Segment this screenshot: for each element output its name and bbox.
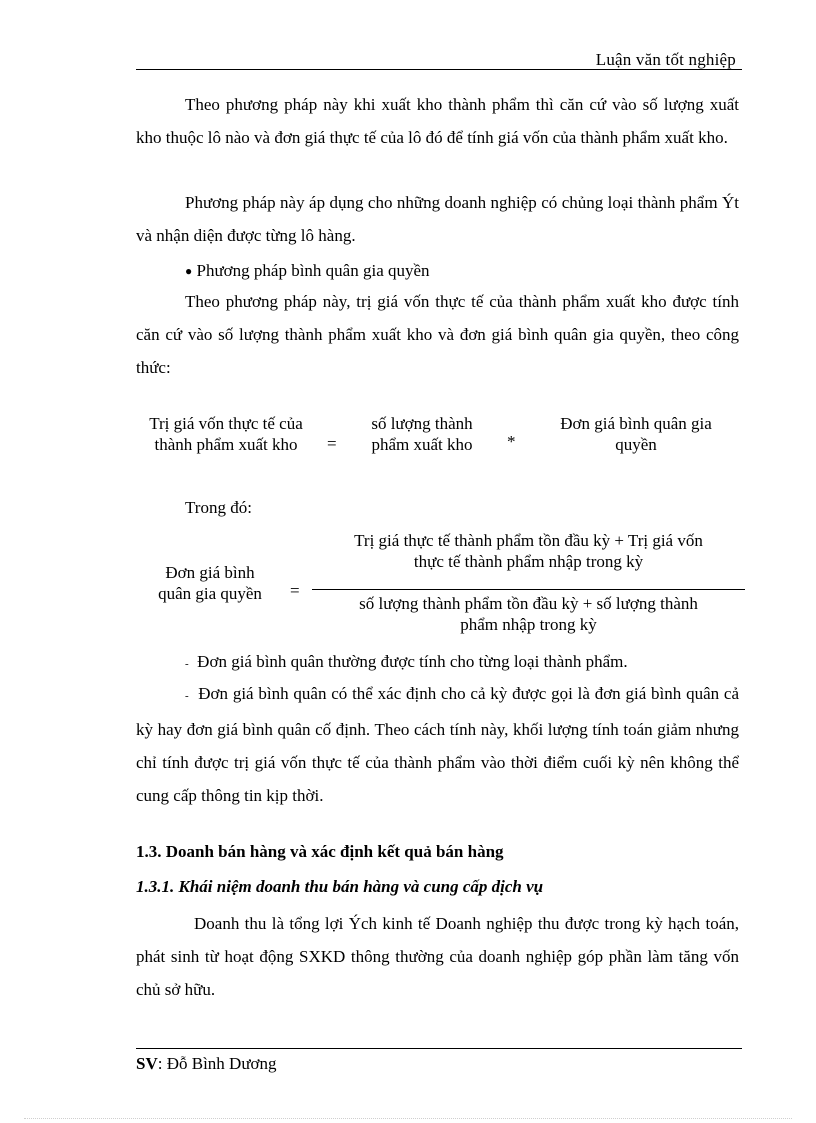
formula1-lhs-line1: Trị giá vốn thực tế của	[149, 414, 303, 433]
formula1-mid	[352, 413, 492, 455]
note-2	[136, 677, 739, 812]
formula2-den-line1: số lượng thành phẩm tồn đầu kỳ + số lượng thành	[359, 594, 698, 613]
section-paragraph: Doanh thu là tổng lợi Ých kinh tế Doanh nghiệp thu được trong kỳ hạch toán, phát sinh từ hoạt động SXKD thông thường của doanh nghiệp góp phần làm tăng vốn chủ sở hữu.	[136, 914, 739, 999]
bullet-text: Phương pháp bình quân gia quyền	[196, 261, 430, 280]
formula2-num-line1: Trị giá thực tế thành phẩm tồn đầu kỳ + Trị giá vốn	[354, 531, 703, 550]
bullet-item	[185, 261, 430, 281]
note-1-text: Đơn giá bình quân thường được tính cho từng loại thành phẩm.	[197, 652, 628, 671]
formula2-lhs-line1: Đơn giá bình	[165, 563, 255, 582]
page-footer	[136, 1054, 277, 1074]
formula1-equals: =	[327, 434, 337, 453]
formula1-lhs-line2: thành phẩm xuất kho	[154, 435, 298, 454]
dash-mark: -	[185, 658, 189, 670]
paragraph-1: Theo phương pháp này khi xuất kho thành phẩm thì căn cứ vào số lượng xuất kho thuộc lô nào và đơn giá thực tế của lô đó để tính giá vốn của thành phẩm xuất kho.	[136, 95, 739, 147]
where-label: Trong đó:	[185, 498, 252, 517]
formula1-lhs	[128, 413, 324, 455]
formula1-times: *	[507, 432, 516, 451]
formula2-denominator	[312, 593, 745, 635]
note-2-text: Đơn giá bình quân có thể xác định cho cả kỳ được gọi là đơn giá bình quân cả kỳ hay đơn giá bình quân cố định. Theo cách tính này, khối lượng tính toán giảm nhưng chỉ tính được trị giá vốn thực tế của thành phẩm vào thời điểm cuối kỳ nên không thể cung cấp thông tin kịp thời.	[136, 684, 739, 805]
paragraph-2: Phương pháp này áp dụng cho những doanh nghiệp có chủng loại thành phẩm Ýt và nhận diện được từng lô hàng.	[136, 193, 739, 245]
formula1-mid-line1: số lượng thành	[371, 414, 473, 433]
paragraph-3: Theo phương pháp này, trị giá vốn thực tế của thành phẩm xuất kho được tính căn cứ vào số lượng thành phẩm xuất kho và đơn giá bình quân gia quyền, theo công thức:	[136, 292, 739, 377]
formula1-rhs-line2: quyền	[615, 435, 657, 454]
dash-mark: -	[185, 690, 189, 702]
header-title: Luận văn tốt nghiệp	[595, 50, 736, 69]
note-1	[136, 645, 739, 681]
header-rule	[136, 69, 742, 70]
footer-label: SV	[136, 1054, 158, 1073]
subsection-heading: 1.3.1. Khái niệm doanh thu bán hàng và cung cấp dịch vụ	[136, 877, 544, 896]
formula1-mid-line2: phẩm xuất kho	[371, 435, 473, 454]
formula2-equals: =	[290, 581, 300, 600]
formula2-num-line2: thực tế thành phẩm nhập trong kỳ	[413, 552, 644, 571]
formula2-lhs	[140, 562, 280, 604]
formula1-rhs-line1: Đơn giá bình quân gia	[560, 414, 712, 433]
footer-rule	[136, 1048, 742, 1049]
fraction-bar	[312, 589, 745, 590]
formula2-numerator	[312, 530, 745, 572]
footer-name: : Đỗ Bình Dương	[157, 1054, 277, 1073]
page-bottom-border	[24, 1118, 792, 1119]
formula2-den-line2: phẩm nhập trong kỳ	[460, 615, 597, 634]
section-heading: 1.3. Doanh bán hàng và xác định kết quả bán hàng	[136, 842, 504, 861]
bullet-icon: ●	[185, 264, 193, 278]
formula1-rhs	[536, 413, 736, 455]
formula2-lhs-line2: quân gia quyền	[158, 584, 262, 603]
